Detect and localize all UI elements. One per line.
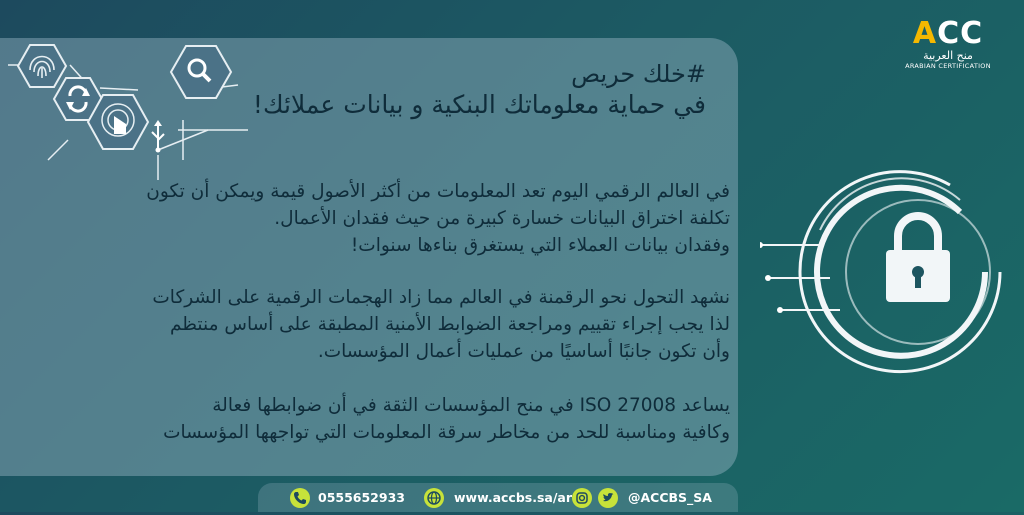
- globe-icon[interactable]: [424, 488, 444, 508]
- paragraph-line: يساعد ISO 27008 في منح المؤسسات الثقة في أن ضوابطها فعالة: [212, 395, 730, 416]
- fingerprint-icon: [18, 45, 66, 87]
- paragraph-3: [30, 392, 730, 446]
- paragraph-1: [30, 178, 730, 259]
- phone-icon[interactable]: [290, 488, 310, 508]
- headline-main: في حماية معلوماتك البنكية و بيانات عملائك!: [252, 90, 706, 119]
- logo-letters: ACC: [912, 16, 984, 51]
- paragraph-line: في العالم الرقمي اليوم تعد المعلومات من أكثر الأصول قيمة ويمكن أن تكون: [146, 181, 730, 202]
- twitter-icon[interactable]: [598, 488, 618, 508]
- paragraph-line: وكافية ومناسبة للحد من مخاطر سرقة المعلومات التي تواجهها المؤسسات: [163, 422, 730, 443]
- logo-english-name: ARABIAN CERTIFICATION: [905, 62, 991, 70]
- brand-logo: [898, 16, 998, 82]
- headline-hashtag: #خلك حريص: [571, 60, 706, 88]
- paragraph-line: نشهد التحول نحو الرقمنة في العالم مما زاد الهجمات الرقمية على الشركات: [152, 287, 730, 308]
- paragraph-line: تكلفة اختراق البيانات خسارة كبيرة من حيث فقدان الأعمال.: [274, 208, 730, 229]
- paragraph-line: وفقدان بيانات العملاء التي يستغرق بناءها سنوات!: [350, 235, 730, 256]
- logo-arabic-name: منح العربية: [923, 49, 973, 62]
- phone-number[interactable]: 0555652933: [318, 490, 405, 505]
- paragraph-line: وأن تكون جانبًا أساسيًا من عمليات أعمال المؤسسات.: [317, 341, 730, 362]
- padlock-illustration: [760, 150, 1020, 390]
- padlock-icon: [886, 216, 950, 302]
- paragraph-line: لذا يجب إجراء تقييم ومراجعة الضوابط الأمنية المطبقة على أساس منتظم: [169, 314, 730, 335]
- social-handle[interactable]: @ACCBS_SA: [628, 490, 712, 505]
- website-link[interactable]: www.accbs.sa/ar: [454, 490, 573, 505]
- instagram-icon[interactable]: [572, 488, 592, 508]
- paragraph-2: [30, 284, 730, 365]
